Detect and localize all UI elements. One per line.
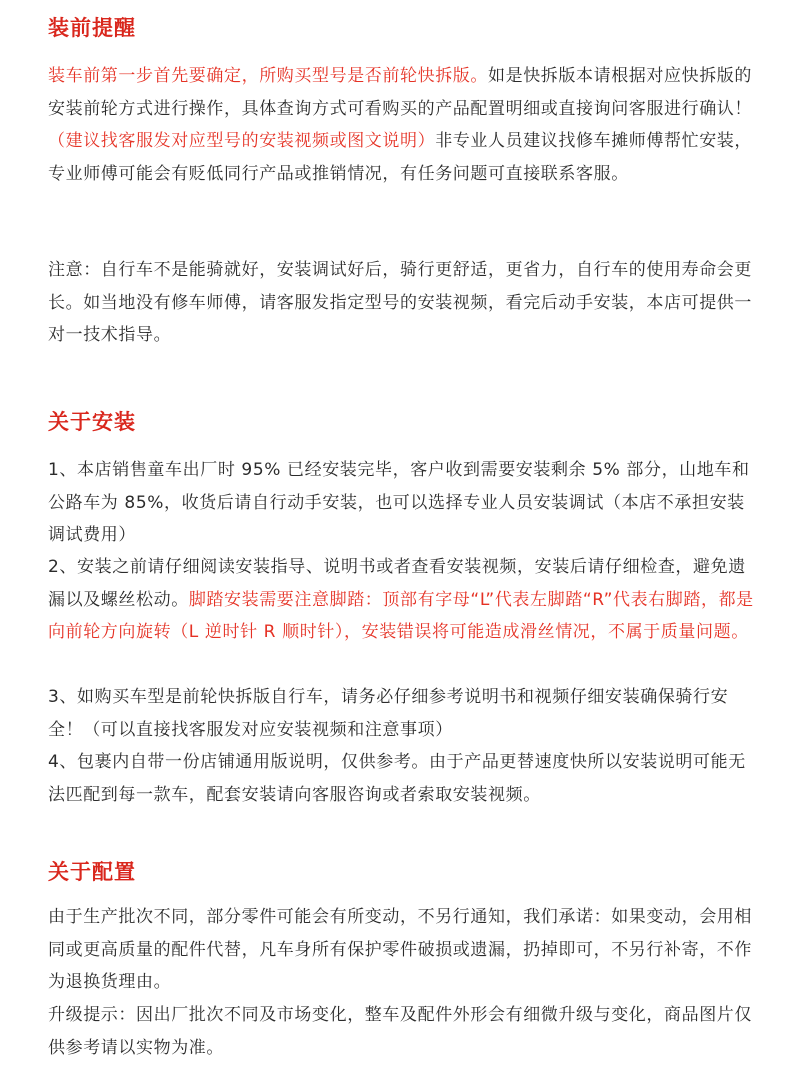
- installation-item-1: 1、本店销售童车出厂时 95% 已经安装完毕，客户收到需要安装剩余 5% 部分，山地车和公路车为 85%，收货后请自行动手安装，也可以选择专业人员安装调试（本店不承担安装调试费用）: [48, 460, 750, 545]
- configuration-paragraph: 由于生产批次不同，部分零件可能会有所变动，不另行通知，我们承诺：如果变动，会用相同或更高质量的配件代替，凡车身所有保护零件破损或遗漏，扔掉即可，不另行补寄，不作为退换货理由。: [48, 907, 752, 992]
- quick-release-instructions: 如是快拆版本请根据对应快拆版的安装前轮方式进行操作，具体查询方式可看购买的产品配置明细或直接询问客服进行确认！: [48, 66, 752, 119]
- installation-item-3: 3、如购买车型是前轮快拆版自行车，请务必仔细参考说明书和视频仔细安装确保骑行安全！（可以直接找客服发对应安装视频和注意事项）: [48, 687, 729, 740]
- pre-install-paragraph: [48, 60, 760, 190]
- pedal-install-warning: 脚踏安装需要注意脚踏：顶部有字母“L”代表左脚踏“R”代表右脚踏，都是向前轮方向旋转（L 逆时针 R 顺时针），安装错误将可能造成滑丝情况，不属于质量问题。: [48, 589, 754, 642]
- installation-item-4: 4、包裹内自带一份店铺通用版说明，仅供参考。由于产品更替速度快所以安装说明可能无法匹配到每一款车，配套安装请向客服咨询或者索取安装视频。: [48, 752, 746, 805]
- upgrade-notice-paragraph: 升级提示：因出厂批次不同及市场变化，整车及配件外形会有细微升级与变化，商品图片仅供参考请以实物为准。: [48, 1005, 752, 1058]
- non-professional-advice: 非专业人员建议找修车摊师傅帮忙安装，专业师傅可能会有贬低同行产品或推销情况，有任务问题可直接联系客服。: [48, 131, 753, 184]
- installation-item-2: [48, 551, 760, 649]
- installation-item-2-text: 2、安装之前请仔细阅读安装指导、说明书或者查看安装视频，安装后请仔细检查，避免遗漏以及螺丝松动。: [48, 557, 746, 610]
- section-title-pre-install: 装前提醒: [48, 16, 136, 40]
- front-wheel-check-warning: 装车前第一步首先要确定，所购买型号是否前轮快拆版。: [48, 66, 488, 86]
- contact-service-for-video-tip: （建议找客服发对应型号的安装视频或图文说明）: [48, 131, 436, 151]
- attention-paragraph: 注意：自行车不是能骑就好，安装调试好后，骑行更舒适，更省力，自行车的使用寿命会更长。如当地没有修车师傅，请客服发指定型号的安装视频，看完后动手安装，本店可提供一对一技术指导。: [48, 260, 752, 345]
- section-title-installation: 关于安装: [48, 410, 136, 434]
- section-title-configuration: 关于配置: [48, 860, 136, 884]
